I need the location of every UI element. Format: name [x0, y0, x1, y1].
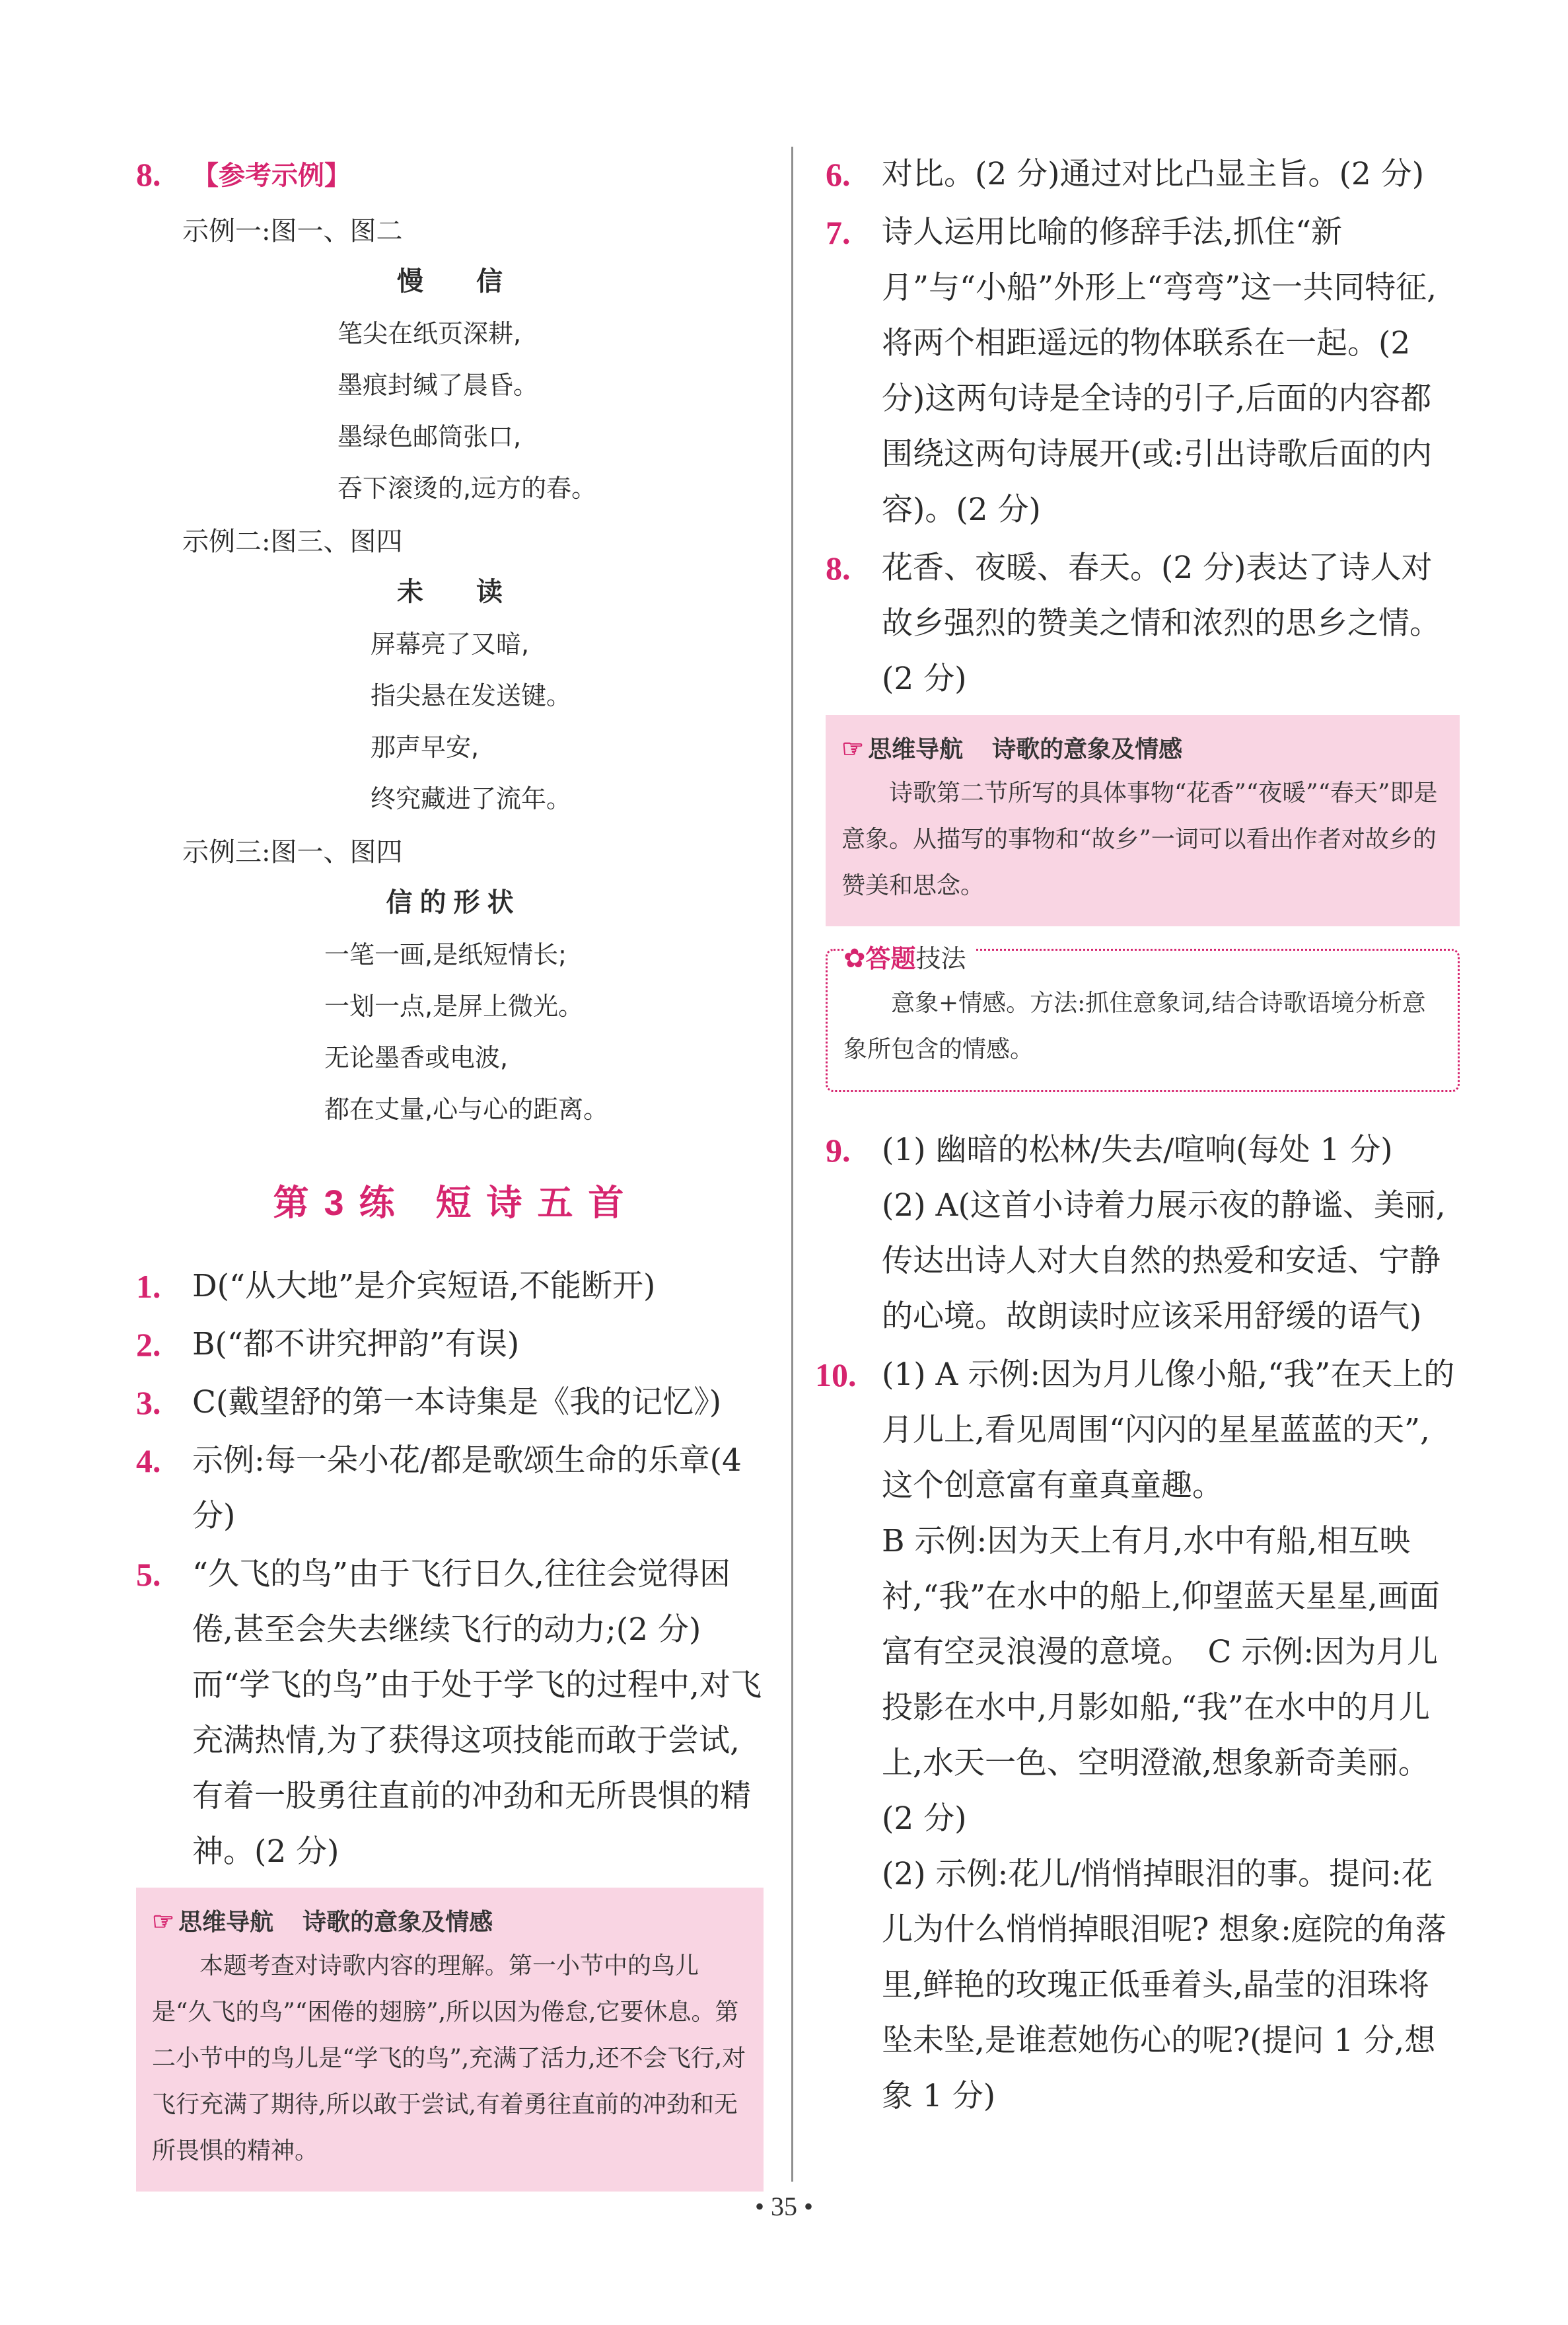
poem-title: 信 的 形 状	[386, 888, 514, 917]
poem-line: 那声早安,	[371, 733, 480, 762]
answer-text: B(“都不讲究押韵”有误)	[192, 1326, 520, 1362]
question-number: 3.	[136, 1384, 161, 1421]
poem-line: 终究藏进了流年。	[371, 784, 572, 813]
answer-text: 示例:每一朵小花/都是歌颂生命的乐章(4 分)	[192, 1442, 742, 1534]
poem-title: 未 读	[397, 577, 503, 607]
question-number: 8.	[136, 156, 161, 193]
poem-line: 屏幕亮了又暗,	[371, 630, 530, 659]
right-column	[815, 147, 1460, 2127]
poem-line: 墨绿色邮筒张口,	[338, 422, 522, 451]
poem-line: 都在丈量,心与心的距离。	[324, 1095, 609, 1124]
question-9	[826, 1123, 1460, 1345]
pointing-hand-icon: ☞	[841, 735, 865, 763]
technique-body: 意象+情感。方法:抓住意象词,结合诗歌语境分析意象所包含的情感。	[843, 990, 1426, 1063]
example-label: 示例三:图一、图四	[182, 837, 403, 867]
question-number: 4.	[136, 1442, 161, 1479]
answer-part: (1) 幽暗的松林/失去/喧响(每处 1 分)	[882, 1132, 1393, 1168]
question-7	[826, 205, 1460, 538]
page-number: • 35 •	[754, 2192, 813, 2221]
poem-line: 一划一点,是屏上微光。	[324, 992, 584, 1021]
question-number: 5.	[136, 1556, 161, 1593]
question-8-left	[136, 147, 764, 203]
poem-line: 指尖悬在发送键。	[371, 681, 572, 710]
column-divider	[791, 147, 793, 2182]
question-6	[826, 147, 1460, 202]
answer-text: C(戴望舒的第一本诗集是《我的记忆》)	[192, 1384, 722, 1421]
question-number: 2.	[136, 1326, 161, 1363]
question-5	[136, 1547, 764, 1880]
technique-label-bold: 答题	[865, 945, 916, 973]
example-label: 示例二:图三、图四	[182, 527, 403, 557]
guide-label: 思维导航	[178, 1908, 274, 1935]
question-3	[136, 1375, 764, 1430]
guide-topic: 诗歌的意象及情感	[303, 1908, 493, 1935]
thinking-guide-box	[136, 1888, 764, 2192]
question-number: 8.	[826, 550, 851, 587]
question-10	[815, 1347, 1460, 2124]
example-3	[136, 829, 764, 1135]
poem-line: 墨痕封缄了晨昏。	[338, 371, 539, 400]
technique-label: 技法	[915, 945, 966, 973]
poem-line: 一笔一画,是纸短情长;	[324, 940, 567, 969]
answer-part: (2) 示例:花儿/悄悄掉眼泪的事。提问:花儿为什么悄悄掉眼泪呢? 想象:庭院的角落里,鲜艳的玫瑰正低垂着头,晶莹的泪珠将坠未坠,是谁惹她伤心的呢?(提问 1 分,想象 1 分)	[882, 1856, 1446, 2114]
thinking-guide-header	[152, 1901, 748, 1943]
answer-part: B 示例:因为天上有月,水中有船,相互映衬,“我”在水中的船上,仰望蓝天星星,画面富有空灵浪漫的意境。 C 示例:因为月儿投影在水中,月影如船,“我”在水中的月儿上,水天一色、空明澄澈,想象新奇美丽。(2 分)	[882, 1523, 1440, 1837]
answer-text: 诗人运用比喻的修辞手法,抓住“新月”与“小船”外形上“弯弯”这一共同特征,将两个相距遥远的物体联系在一起。(2 分)这两句诗是全诗的引子,后面的内容都围绕这两句诗展开(或:引出诗歌后面的内容)。(2 分)	[882, 214, 1437, 528]
guide-body: 诗歌第二节所写的具体事物“花香”“夜暖”“春天”即是意象。从描写的事物和“故乡”一词可以看出作者对故乡的赞美和思念。	[841, 780, 1438, 899]
question-8-right	[826, 540, 1460, 707]
answer-text: 对比。(2 分)通过对比凸显主旨。(2 分)	[882, 156, 1425, 192]
question-4	[136, 1433, 764, 1544]
question-number: 10.	[815, 1356, 857, 1393]
answer-text: 花香、夜暖、春天。(2 分)表达了诗人对故乡强烈的赞美之情和浓烈的思乡之情。(2 分)	[882, 550, 1441, 697]
answer-technique-box	[826, 944, 1460, 1092]
guide-label: 思维导航	[868, 735, 964, 762]
answer-text: “久飞的鸟”由于飞行日久,往往会觉得困倦,甚至会失去继续飞行的动力;(2 分)而“学飞的鸟”由于处于学飞的过程中,对飞充满热情,为了获得这项技能而敢于尝试,有着一股勇往直前的冲劲和无所畏惧的精神。(2 分)	[192, 1556, 762, 1870]
poem-line: 无论墨香或电波,	[324, 1043, 509, 1072]
guide-body: 本题考查对诗歌内容的理解。第一小节中的鸟儿是“久飞的鸟”“困倦的翅膀”,所以因为倦怠,它要休息。第二小节中的鸟儿是“学飞的鸟”,充满了活力,还不会飞行,对飞行充满了期待,所以敢于尝试,有着勇往直前的冲劲和无所畏惧的精神。	[152, 1952, 746, 2164]
left-column	[136, 147, 764, 2203]
question-number: 7.	[826, 214, 851, 251]
section-title: 第 3 练 短 诗 五 首	[273, 1183, 627, 1223]
question-number: 6.	[826, 156, 851, 193]
pointing-hand-icon: ☞	[152, 1908, 175, 1936]
example-1	[136, 207, 764, 514]
reference-tag: 【参考示例】	[192, 161, 351, 190]
technique-header	[843, 938, 974, 980]
answer-text: D(“从大地”是介宾短语,不能断开)	[192, 1268, 656, 1304]
question-2	[136, 1317, 764, 1372]
example-2	[136, 518, 764, 825]
question-number: 1.	[136, 1268, 161, 1305]
thinking-guide-header	[841, 728, 1444, 770]
question-1	[136, 1259, 764, 1314]
answer-part: (2) A(这首小诗着力展示夜的静谧、美丽,传达出诗人对大自然的热爱和安适、宁静的心境。故朗读时应该采用舒缓的语气)	[882, 1187, 1446, 1335]
example-label: 示例一:图一、图二	[182, 216, 403, 246]
question-number: 9.	[826, 1132, 851, 1169]
guide-topic: 诗歌的意象及情感	[992, 735, 1183, 762]
flower-icon: ✿	[843, 944, 866, 973]
thinking-guide-box	[826, 715, 1460, 926]
answer-part: (1) A 示例:因为月儿像小船,“我”在天上的月儿上,看见周围“闪闪的星星蓝蓝的天”,这个创意富有童真童趣。	[882, 1356, 1455, 1504]
poem-line: 吞下滚烫的,远方的春。	[338, 474, 597, 503]
poem-line: 笔尖在纸页深耕,	[338, 319, 522, 348]
poem-title: 慢 信	[397, 267, 503, 296]
